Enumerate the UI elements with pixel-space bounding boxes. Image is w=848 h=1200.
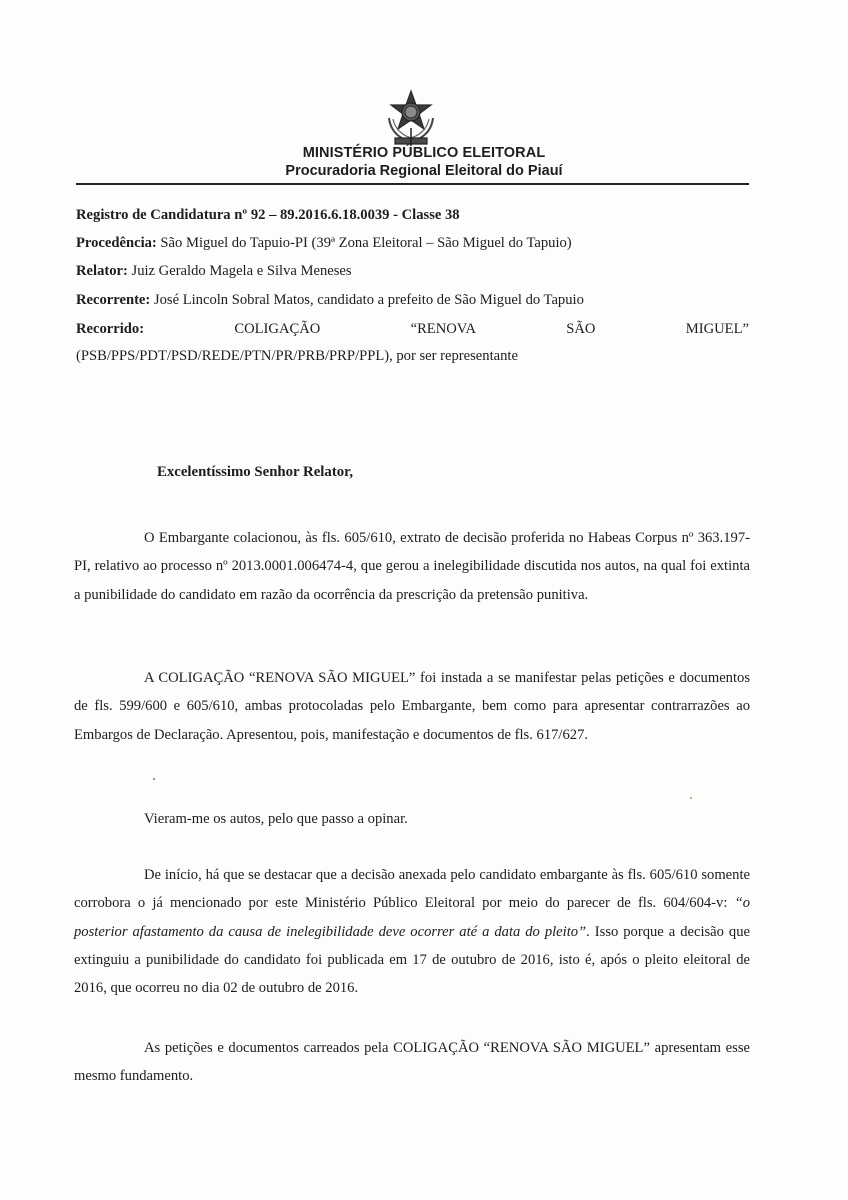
scan-speck xyxy=(153,778,155,780)
paragraph-4-quote: “o posterior afastamento da causa de inelegibilidade deve ocorrer até a data do pleito” xyxy=(74,895,750,940)
origin-label: Procedência: xyxy=(76,235,157,251)
coat-of-arms-icon xyxy=(383,88,439,148)
case-registration xyxy=(76,206,749,224)
rapporteur-label: Relator: xyxy=(76,263,128,279)
respondent-word: MIGUEL” xyxy=(685,321,749,337)
case-appellant xyxy=(76,291,749,309)
paragraph-4-text-a: De início, há que se destacar que a decisão anexada pelo candidato embargante às fls. 605/610 somente corrobora o já mencionado por este Ministério Público Eleitoral por meio do parecer de fls. 604/604-v: xyxy=(74,867,750,912)
paragraph-1: O Embargante colacionou, às fls. 605/610, extrato de decisão proferida no Habeas Corpus nº 363.197-PI, relativo ao processo nº 2013.0001.006474-4, que gerou a inelegibilidade discutida nos autos, na qual foi extinta a punibilidade do candidato em razão da ocorrência da prescrição da pretensão punitiva. xyxy=(74,530,750,603)
organization-subtitle: Procuradoria Regional Eleitoral do Piauí xyxy=(285,163,563,179)
paragraph-4 xyxy=(74,861,750,1002)
paragraph-2: A COLIGAÇÃO “RENOVA SÃO MIGUEL” foi instada a se manifestar pelas petições e documentos de fls. 599/600 e 605/610, ambas protocoladas pelo Embargante, bem como para apresentar contrarrazões ao Embargos de Declaração. Apresentou, pois, manifestação e documentos de fls. 617/627. xyxy=(74,670,750,743)
rapporteur-value: Juiz Geraldo Magela e Silva Meneses xyxy=(127,263,352,279)
case-origin xyxy=(76,234,749,252)
organization-title: MINISTÉRIO PÚBLICO ELEITORAL xyxy=(302,145,546,161)
case-respondent xyxy=(76,320,749,338)
scan-speck xyxy=(690,797,692,799)
header-divider xyxy=(76,183,749,185)
case-rapporteur xyxy=(76,262,749,280)
registration-label: Registro de Candidatura nº 92 – 89.2016.6.18.0039 - Classe 38 xyxy=(76,207,460,223)
origin-value: São Miguel do Tapuio-PI (39ª Zona Eleitoral – São Miguel do Tapuio) xyxy=(156,235,572,251)
respondent-label: Recorrido: xyxy=(76,321,145,337)
appellant-value: José Lincoln Sobral Matos, candidato a prefeito de São Miguel do Tapuio xyxy=(150,292,584,308)
salutation: Excelentíssimo Senhor Relator, xyxy=(157,464,354,480)
appellant-label: Recorrente: xyxy=(76,292,151,308)
paragraph-3: Vieram-me os autos, pelo que passo a opinar. xyxy=(144,811,408,827)
paragraph-5: As petições e documentos carreados pela COLIGAÇÃO “RENOVA SÃO MIGUEL” apresentam esse mesmo fundamento. xyxy=(74,1040,750,1085)
paragraph-4-text-b: . Isso porque a decisão que extinguiu a punibilidade do candidato foi publicada em 17 de outubro de 2016, isto é, após o pleito eleitoral de 2016, que ocorreu no dia 02 de outubro de 2016. xyxy=(74,923,750,997)
respondent-word: SÃO xyxy=(566,321,596,337)
case-respondent-continued: (PSB/PPS/PDT/PSD/REDE/PTN/PR/PRB/PRP/PPL), por ser representante xyxy=(76,348,518,364)
respondent-word: COLIGAÇÃO xyxy=(234,321,321,337)
respondent-word: “RENOVA xyxy=(410,321,476,337)
